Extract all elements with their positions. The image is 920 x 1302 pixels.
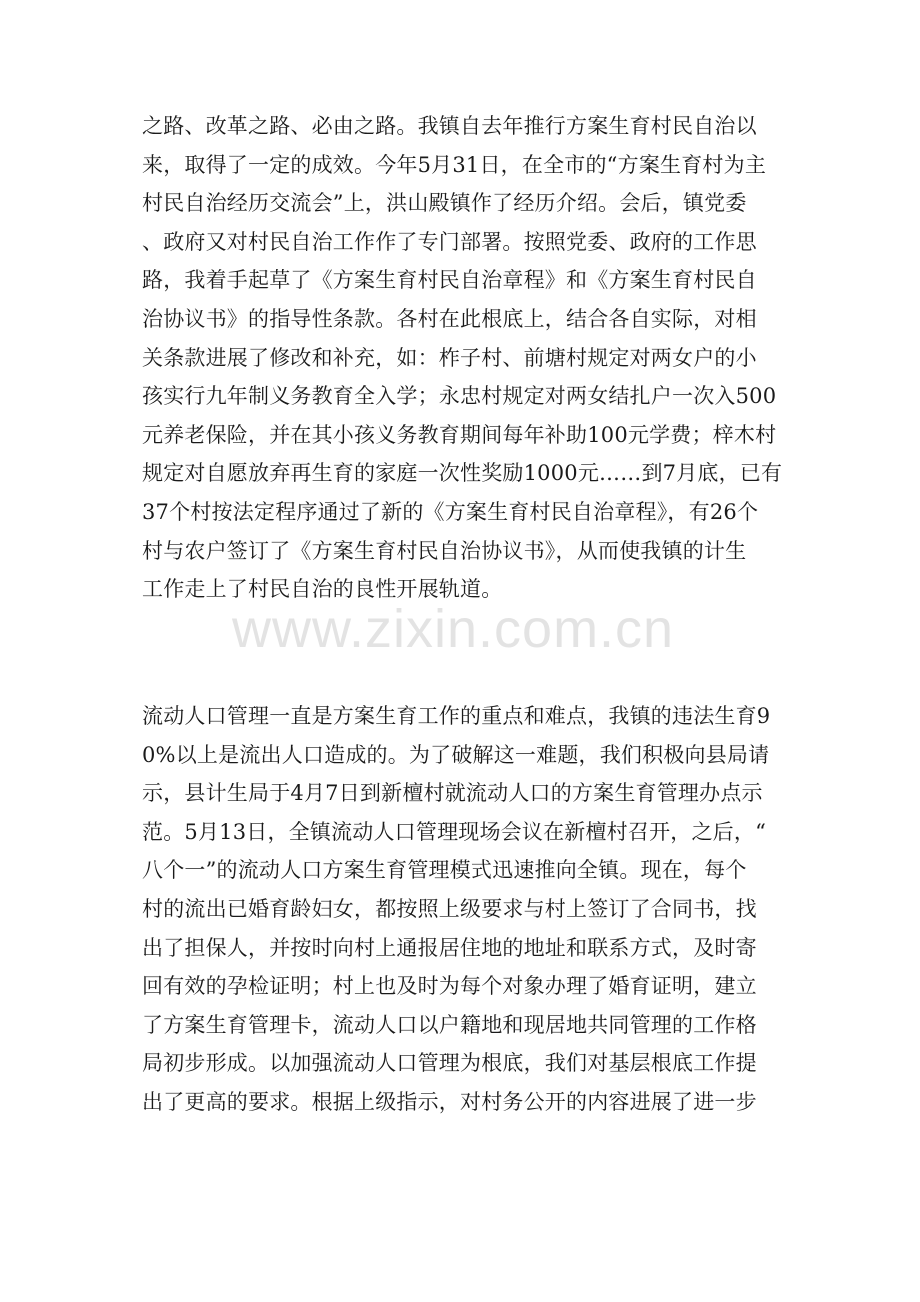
text-line: 之路、改革之路、必由之路。我镇自去年推行方案生育村民自治以 <box>142 114 757 138</box>
text-line: 出了更高的要求。根据上级指示，对村务公开的内容进展了进一步 <box>142 1089 757 1114</box>
watermark: www.zixin.com.cn <box>232 599 675 659</box>
text-line: 来，取得了一定的成效。今年5月31日，在全市的“方案生育村为主 <box>142 152 767 177</box>
text-line: 出了担保人，并按时向村上通报居住地的地址和联系方式，及时寄 <box>142 935 757 960</box>
text-line: 回有效的孕检证明；村上也及时为每个对象办理了婚育证明，建立 <box>142 974 757 999</box>
text-line: 治协议书》的指导性条款。各村在此根底上，结合各自实际，对相 <box>142 306 757 331</box>
text-line: 了方案生育管理卡，流动人口以户籍地和现居地共同管理的工作格 <box>142 1012 757 1037</box>
text-line: 村民自治经历交流会”上，洪山殿镇作了经历介绍。会后，镇党委 <box>142 191 747 216</box>
paragraph-2 <box>142 697 782 1122</box>
text-line: 范。5月13日，全镇流动人口管理现场会议在新檀村召开，之后，“ <box>142 819 767 844</box>
text-line: 元养老保险，并在其小孩义务教育期间每年补助100元学费；梓木村 <box>142 422 777 447</box>
paragraph-1 <box>142 107 782 609</box>
text-line: 村的流出已婚育龄妇女，都按照上级要求与村上签订了合同书，找 <box>142 896 757 921</box>
text-line: 流动人口管理一直是方案生育工作的重点和难点，我镇的违法生育9 <box>142 704 771 728</box>
text-line: 关条款进展了修改和补充，如：柞子村、前塘村规定对两女户的小 <box>142 345 757 370</box>
text-line: 、政府又对村民自治工作作了专门部署。按照党委、政府的工作思 <box>142 229 757 254</box>
text-line: 局初步形成。以加强流动人口管理为根底，我们对基层根底工作提 <box>142 1051 757 1076</box>
text-line: 示，县计生局于4月7日到新檀村就流动人口的方案生育管理办点示 <box>142 781 763 806</box>
text-line: 孩实行九年制义务教育全入学；永忠村规定对两女结扎户一次入500 <box>142 384 777 409</box>
text-line: 路，我着手起草了《方案生育村民自治章程》和《方案生育村民自 <box>142 268 757 293</box>
text-line: 规定对自愿放弃再生育的家庭一次性奖励1000元……到7月底，已有 <box>142 461 783 486</box>
text-line: 村与农户签订了《方案生育村民自治协议书》，从而使我镇的计生 <box>142 538 747 563</box>
text-line: 0%以上是流出人口造成的。为了破解这一难题，我们积极向县局请 <box>142 742 770 767</box>
text-line: 工作走上了村民自治的良性开展轨道。 <box>142 577 503 602</box>
text-line: 37个村按法定程序通过了新的《方案生育村民自治章程》，有26个 <box>142 499 759 524</box>
text-line: 八个一”的流动人口方案生育管理模式迅速推向全镇。现在，每个 <box>142 858 747 883</box>
